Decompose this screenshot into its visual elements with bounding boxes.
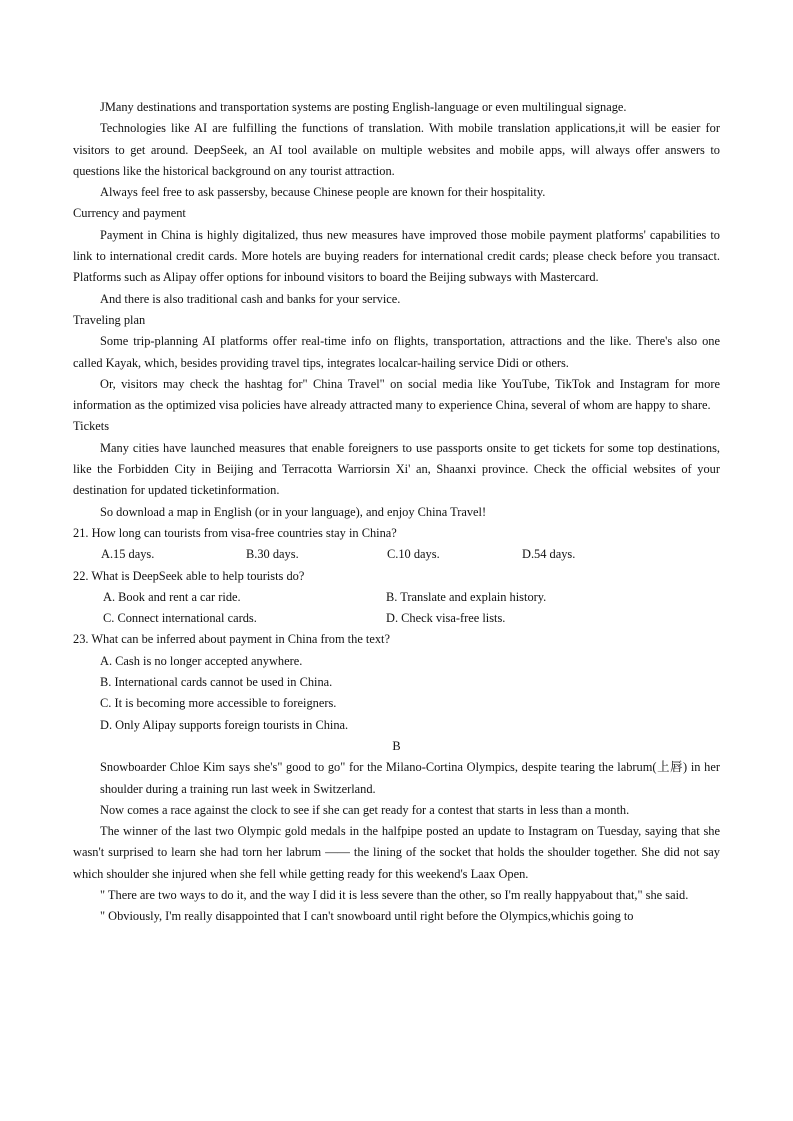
paragraph-social-media: Or, visitors may check the hashtag for" China Travel" on social media like YouTube, TikTok and Instagram for more information as the optimized visa policies have already attracted many to experience China, several of whom are happy to share. <box>73 376 720 413</box>
paragraph-passports: Many cities have launched measures that enable foreigners to use passports onsite to get tickets for some top destinations, like the Forbidden City in Beijing and Terracotta Warriorsin Xi' an, Shaanxi province. Check the official websites of your destination for updated ticketinformation. <box>73 440 720 498</box>
question-22-stem: 22. What is DeepSeek able to help tourists do? <box>73 568 305 583</box>
paragraph-ai-platforms: Some trip-planning AI platforms offer real-time info on flights, transportation, attractions and the like. There's also one called Kayak, which, besides providing travel tips, integrates localcar-hailing service Didi or others. <box>73 334 720 370</box>
question-23-option-a[interactable]: A. Cash is no longer accepted anywhere. <box>100 653 303 668</box>
question-21-options <box>73 544 720 565</box>
question-21-stem: 21. How long can tourists from visa-free countries stay in China? <box>73 525 397 540</box>
question-22-option-b[interactable]: B. Translate and explain history. <box>386 589 547 604</box>
paragraph-signage: JMany destinations and transportation systems are posting English-language or even multilingual signage. <box>100 100 627 114</box>
question-23-option-d[interactable]: D. Only Alipay supports foreign tourists in China. <box>100 717 349 732</box>
section-b-label: B <box>392 738 401 753</box>
paragraph-two-ways: " There are two ways to do it, and the way I did it is less severe than the other, so I'm really happyabout that," she said. <box>100 887 689 902</box>
question-21-option-a[interactable]: A.15 days. <box>101 547 155 562</box>
question-23-stem: 23. What can be inferred about payment in China from the text? <box>73 632 391 647</box>
question-22-options-row2 <box>73 608 720 629</box>
question-22-option-a[interactable]: A. Book and rent a car ride. <box>103 589 241 604</box>
heading-traveling-plan: Traveling plan <box>73 312 146 327</box>
paragraph-disappointed: " Obviously, I'm really disappointed that I can't snowboard until right before the Olympics,whichis going to <box>100 909 634 924</box>
question-22-options-row1 <box>73 587 720 608</box>
paragraph-race-against-clock: Now comes a race against the clock to see if she can get ready for a contest that starts in less than a month. <box>100 802 630 817</box>
question-21-option-b[interactable]: B.30 days. <box>246 547 299 562</box>
heading-tickets: Tickets <box>73 419 110 434</box>
question-22-option-c[interactable]: C. Connect international cards. <box>103 611 257 626</box>
paragraph-payment: Payment in China is highly digitalized, thus new measures have improved those mobile payment platforms' capabilities to link to international credit cards. More hotels are buying readers for international credit cards; please check before you transact. Platforms such as Alipay offer options for inbound visitors to board the Beijing subways with Mastercard. <box>73 227 720 285</box>
question-23-option-c[interactable]: C. It is becoming more accessible to foreigners. <box>100 696 337 711</box>
question-21-option-c[interactable]: C.10 days. <box>387 547 440 562</box>
question-21-option-d[interactable]: D.54 days. <box>522 547 576 562</box>
paragraph-instagram-update: The winner of the last two Olympic gold medals in the halfpipe posted an update to Instagram on Tuesday, saying that she wasn't surprised to learn she had torn her labrum —— the lining of the socket that holds the shoulder together. She did not say which shoulder she injured when she fell while getting ready for this weekend's Laax Open. <box>73 824 720 881</box>
question-22-option-d[interactable]: D. Check visa-free lists. <box>386 611 506 626</box>
question-23-option-b[interactable]: B. International cards cannot be used in China. <box>100 675 333 690</box>
paragraph-passersby: Always feel free to ask passersby, because Chinese people are known for their hospitality. <box>100 185 546 200</box>
exam-page <box>73 97 720 928</box>
paragraph-cash: And there is also traditional cash and banks for your service. <box>100 291 401 306</box>
paragraph-technologies: Technologies like AI are fulfilling the functions of translation. With mobile translation applications,it will be easier for visitors to get around. DeepSeek, an AI tool available on multiple websites and mobile apps, will always offer answers to questions like the historical background on any tourist attraction. <box>73 121 720 178</box>
paragraph-chloe-kim: Snowboarder Chloe Kim says she's" good to go" for the Milano-Cortina Olympics, despite tearing the labrum(上唇) in her shoulder during a training run last week in Switzerland. <box>100 760 720 796</box>
paragraph-download-map: So download a map in English (or in your language), and enjoy China Travel! <box>100 504 487 519</box>
heading-currency: Currency and payment <box>73 206 186 221</box>
